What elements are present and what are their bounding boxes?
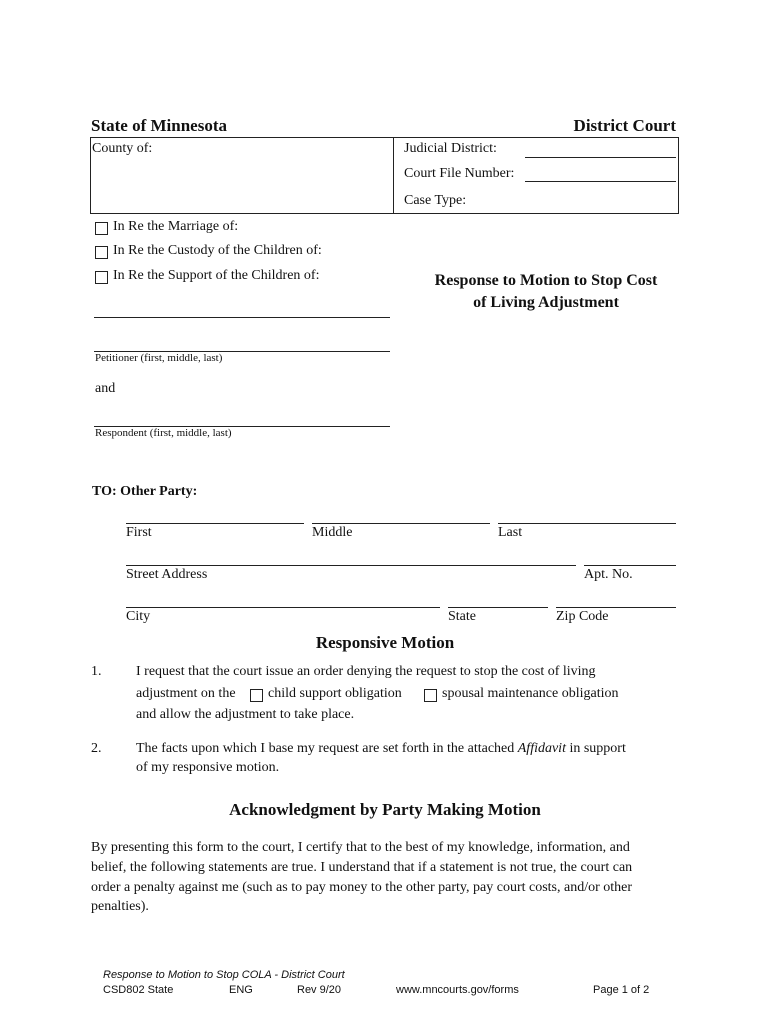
affidavit-text: Affidavit xyxy=(517,741,566,756)
middle-name-field[interactable] xyxy=(312,523,490,524)
item2-line1 xyxy=(136,741,626,757)
item1-line2-prefix: adjustment on the xyxy=(136,686,236,701)
support-option-label: In Re the Support of the Children of: xyxy=(113,268,320,283)
street-address-label: Street Address xyxy=(126,567,208,582)
item1-number: 1. xyxy=(91,664,102,679)
ack-line2: belief, the following statements are true. I understand that if a statement is not true, the court can xyxy=(91,860,633,875)
caption-box xyxy=(90,137,679,214)
form-title-line2: of Living Adjustment xyxy=(473,294,619,311)
spousal-maintenance-checkbox[interactable] xyxy=(424,689,437,702)
state-heading: State of Minnesota xyxy=(91,116,227,135)
city-label: City xyxy=(126,609,151,624)
county-label: County of: xyxy=(92,141,153,156)
last-label: Last xyxy=(498,525,523,540)
footer-form-code: CSD802 State xyxy=(103,984,174,996)
marriage-checkbox[interactable] xyxy=(95,222,108,235)
respondent-label: Respondent (first, middle, last) xyxy=(95,427,232,439)
case-type-label: Case Type: xyxy=(404,193,467,208)
court-heading: District Court xyxy=(573,116,676,135)
city-field[interactable] xyxy=(126,607,440,608)
judicial-district-label: Judicial District: xyxy=(404,141,497,156)
custody-option-label: In Re the Custody of the Children of: xyxy=(113,243,322,258)
to-other-party-heading: TO: Other Party: xyxy=(92,484,198,499)
state-field[interactable] xyxy=(448,607,548,608)
item2-line1-b: in support xyxy=(565,741,626,756)
petitioner-label: Petitioner (first, middle, last) xyxy=(95,352,223,364)
footer-title: Response to Motion to Stop COLA - District Court xyxy=(103,969,345,981)
apt-label: Apt. No. xyxy=(584,567,633,582)
footer-revision: Rev 9/20 xyxy=(297,984,342,996)
and-text: and xyxy=(95,381,116,396)
acknowledgment-heading: Acknowledgment by Party Making Motion xyxy=(229,800,541,819)
item2-line1-a: The facts upon which I base my request are set forth in the attached xyxy=(136,741,518,756)
caption-divider xyxy=(393,138,394,213)
first-name-field[interactable] xyxy=(126,523,304,524)
petitioner-name-line-1[interactable] xyxy=(94,317,390,318)
marriage-option-label: In Re the Marriage of: xyxy=(113,219,239,234)
item2-line2: of my responsive motion. xyxy=(136,760,280,775)
state-label: State xyxy=(448,609,476,624)
street-address-field[interactable] xyxy=(126,565,576,566)
footer-language: ENG xyxy=(229,984,253,996)
zip-label: Zip Code xyxy=(556,609,609,624)
first-label: First xyxy=(126,525,152,540)
middle-label: Middle xyxy=(312,525,353,540)
item1-line1: I request that the court issue an order denying the request to stop the cost of living xyxy=(136,664,596,679)
court-file-label: Court File Number: xyxy=(404,166,515,181)
ack-line1: By presenting this form to the court, I certify that to the best of my knowledge, information, and xyxy=(91,840,630,855)
custody-checkbox[interactable] xyxy=(95,246,108,259)
item1-line3: and allow the adjustment to take place. xyxy=(136,707,355,722)
spousal-maintenance-option: spousal maintenance obligation xyxy=(442,686,619,701)
footer-page-number: Page 1 of 2 xyxy=(593,984,650,996)
court-file-field[interactable] xyxy=(525,181,676,182)
child-support-checkbox[interactable] xyxy=(250,689,263,702)
ack-line4: penalties). xyxy=(91,899,149,914)
child-support-option: child support obligation xyxy=(268,686,402,701)
zip-field[interactable] xyxy=(556,607,676,608)
responsive-motion-heading: Responsive Motion xyxy=(315,633,455,652)
judicial-district-field[interactable] xyxy=(525,157,676,158)
apt-field[interactable] xyxy=(584,565,676,566)
footer-url[interactable]: www.mncourts.gov/forms xyxy=(396,984,519,996)
last-name-field[interactable] xyxy=(498,523,676,524)
form-title-line1: Response to Motion to Stop Cost xyxy=(434,272,658,289)
item2-number: 2. xyxy=(91,741,102,756)
ack-line3: order a penalty against me (such as to pay money to the other party, pay court costs, and/or other xyxy=(91,880,633,895)
support-checkbox[interactable] xyxy=(95,271,108,284)
